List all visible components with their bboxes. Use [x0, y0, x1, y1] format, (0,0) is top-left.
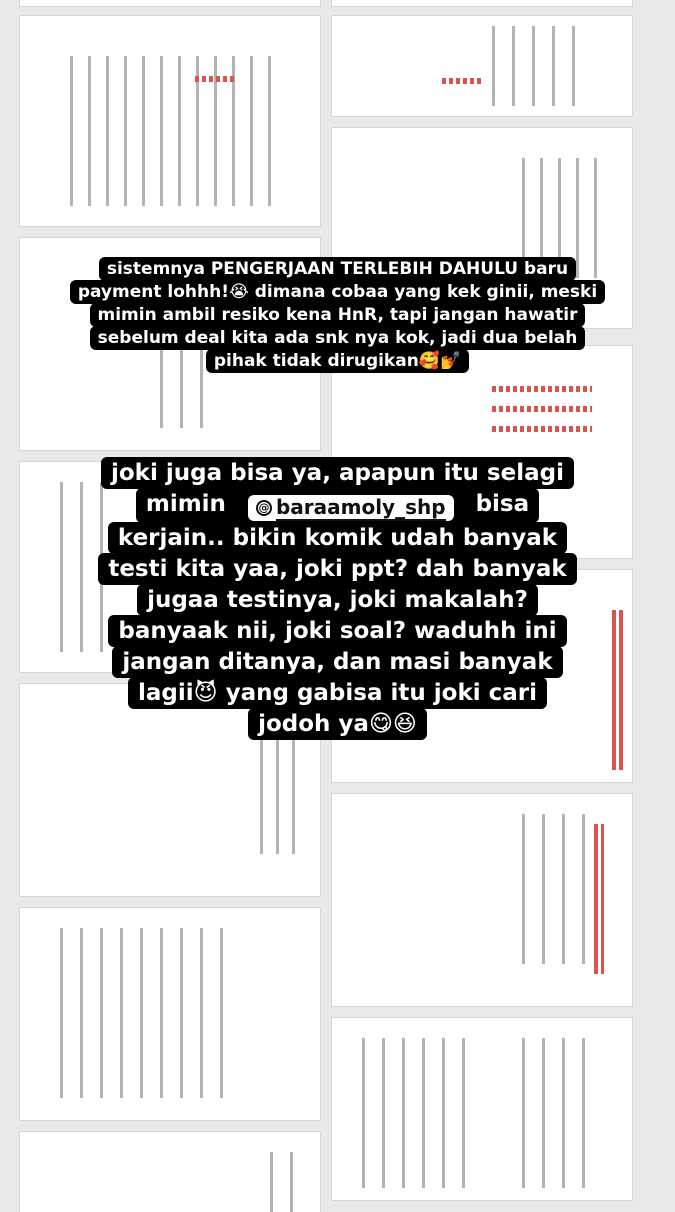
- caption-line: banyaak nii, joki soal? waduhh ini: [108, 615, 566, 647]
- at-sign-icon: @: [256, 500, 272, 516]
- document-page-thumbnail: [20, 1132, 320, 1212]
- caption-line-with-mention: [136, 488, 539, 523]
- caption-line: sebelum deal kita ada snk nya kok, jadi dua belah: [90, 326, 586, 350]
- document-page-thumbnail: [20, 16, 320, 226]
- caption-line: jodoh ya😋😆: [248, 708, 427, 740]
- document-page-thumbnail: [20, 0, 320, 6]
- document-page-thumbnail: [332, 794, 632, 1006]
- caption-line: jugaa testinya, joki makalah?: [137, 584, 538, 616]
- caption-line: payment lohhh!😭 dimana cobaa yang kek ginii, meski: [70, 280, 605, 304]
- story-caption-main: [0, 458, 675, 740]
- document-page-thumbnail: [332, 0, 632, 6]
- caption-text: bisa: [475, 491, 530, 517]
- caption-line: testi kita yaa, joki ppt? dah banyak: [98, 553, 576, 585]
- caption-line: joki juga bisa ya, apapun itu selagi: [101, 457, 574, 489]
- caption-line: sistemnya PENGERJAAN TERLEBIH DAHULU baru: [99, 257, 576, 281]
- caption-line: kerjain.. bikin komik udah banyak: [108, 522, 567, 554]
- document-page-thumbnail: [332, 16, 632, 116]
- caption-line: pihak tidak dirugikan🥰💅: [206, 349, 469, 373]
- document-page-thumbnail: [20, 908, 320, 1120]
- mention-username: baraamoly_shp: [275, 495, 446, 519]
- document-page-thumbnail: [332, 1018, 632, 1200]
- caption-line: jangan ditanya, dan masi banyak: [112, 646, 562, 678]
- caption-line: mimin ambil resiko kena HnR, tapi jangan hawatir: [90, 303, 586, 327]
- mention-sticker[interactable]: [248, 495, 454, 521]
- caption-text: mimin: [145, 491, 226, 517]
- caption-line: lagii😈 yang gabisa itu joki cari: [128, 677, 547, 709]
- story-caption-top: [0, 258, 675, 373]
